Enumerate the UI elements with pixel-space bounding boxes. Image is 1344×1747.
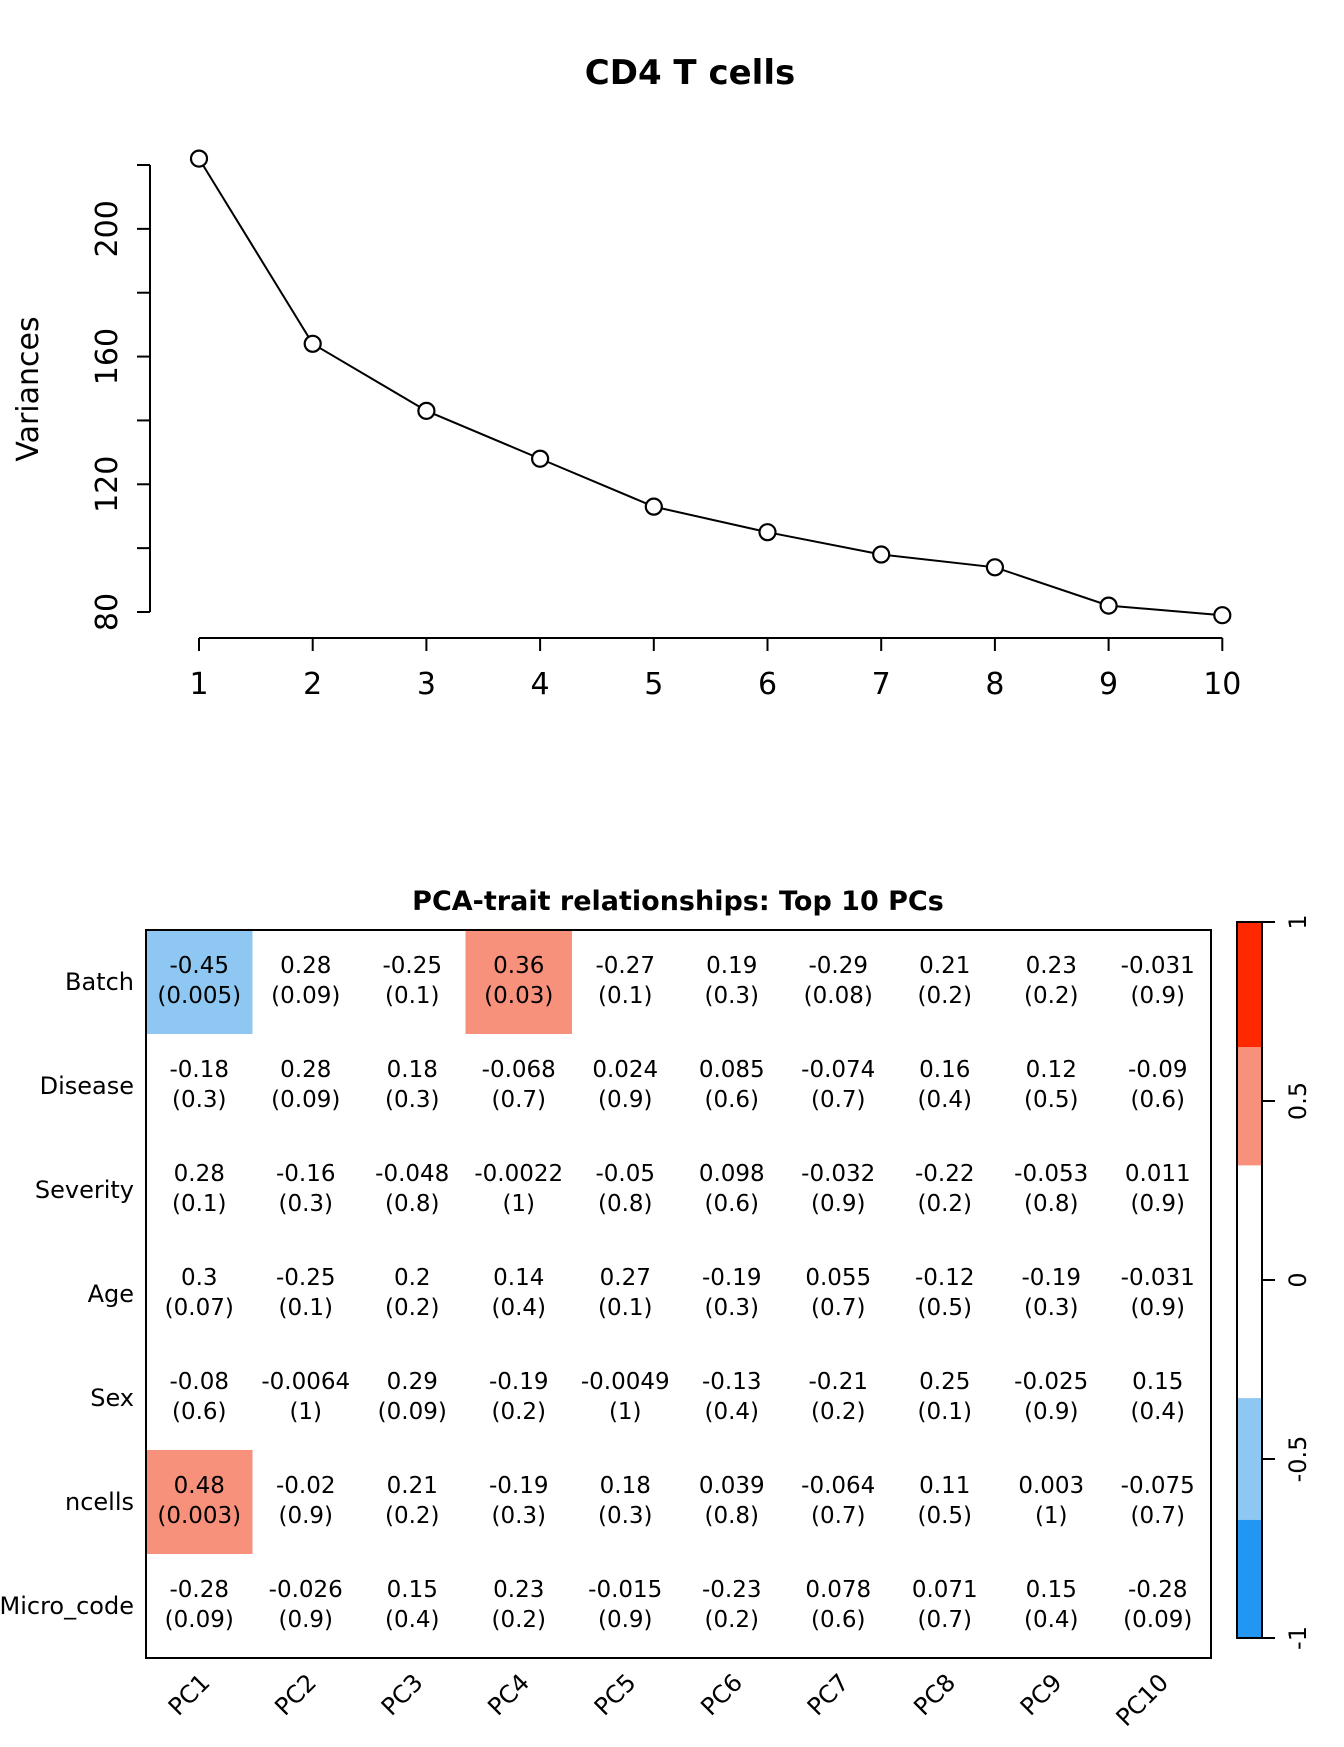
heatmap-cell-corr-batch-pc2: 0.28 [280, 953, 332, 979]
heatmap-cell-corr-sex-pc2: -0.0064 [261, 1369, 351, 1395]
scree-plot-area [90, 151, 1241, 702]
colorbar-tick-label: -1 [1284, 1626, 1312, 1650]
heatmap-cell-pvalue-disease-pc4: (0.7) [491, 1087, 547, 1113]
heatmap-cell-corr-age-pc10: -0.031 [1120, 1265, 1195, 1291]
heatmap-cell-corr-severity-pc6: 0.098 [698, 1161, 765, 1187]
scree-title: CD4 T cells [584, 53, 796, 93]
heatmap-cell-pvalue-micro_code-pc3: (0.4) [384, 1607, 440, 1633]
heatmap-cell-corr-batch-pc7: -0.29 [808, 953, 869, 979]
heatmap-cell-corr-sex-pc3: 0.29 [386, 1369, 438, 1395]
heatmap-cell-pvalue-age-pc9: (0.3) [1023, 1295, 1079, 1321]
heatmap-cell-pvalue-sex-pc6: (0.4) [704, 1399, 760, 1425]
heatmap-cell-pvalue-ncells-pc2: (0.9) [278, 1503, 334, 1529]
heatmap-cell-corr-disease-pc1: -0.18 [169, 1057, 230, 1083]
heatmap-cell-pvalue-micro_code-pc10: (0.09) [1123, 1607, 1193, 1633]
heatmap-cell-pvalue-severity-pc5: (0.8) [597, 1191, 653, 1217]
scree-x-tick-label-pc10: 10 [1203, 667, 1242, 702]
colorbar-segment [1237, 922, 1262, 1047]
heatmap-cell-pvalue-batch-pc3: (0.1) [384, 983, 440, 1009]
heatmap-cell-corr-age-pc4: 0.14 [493, 1265, 545, 1291]
heatmap-cell-pvalue-age-pc2: (0.1) [278, 1295, 334, 1321]
row-label-severity: Severity [34, 1176, 134, 1204]
heatmap-cell-corr-age-pc9: -0.19 [1021, 1265, 1082, 1291]
heatmap-cell-corr-ncells-pc4: -0.19 [488, 1473, 549, 1499]
heatmap-cell-pvalue-disease-pc8: (0.4) [917, 1087, 973, 1113]
heatmap-cell-pvalue-sex-pc9: (0.9) [1023, 1399, 1079, 1425]
heatmap-cell-pvalue-ncells-pc3: (0.2) [384, 1503, 440, 1529]
heatmap-cell-pvalue-age-pc1: (0.07) [164, 1295, 234, 1321]
col-label-pc8: PC8 [908, 1668, 961, 1722]
heatmap-cell-corr-micro_code-pc3: 0.15 [386, 1577, 438, 1603]
col-label-pc1: PC1 [162, 1668, 216, 1722]
heatmap-cell-pvalue-ncells-pc7: (0.7) [810, 1503, 866, 1529]
heatmap-cell-corr-batch-pc3: -0.25 [382, 953, 443, 979]
scree-x-tick-label-pc3: 3 [416, 667, 436, 702]
heatmap-cell-pvalue-micro_code-pc4: (0.2) [491, 1607, 547, 1633]
scree-x-tick-label-pc6: 6 [757, 667, 778, 702]
row-label-ncells: ncells [64, 1488, 134, 1516]
col-label-pc4: PC4 [482, 1668, 535, 1722]
heatmap-cell-corr-severity-pc10: 0.011 [1124, 1161, 1191, 1187]
col-label-pc6: PC6 [695, 1668, 748, 1722]
heatmap-cell-bg-batch-pc1 [146, 930, 253, 1034]
col-label-pc10: PC10 [1110, 1668, 1174, 1732]
heatmap-cell-pvalue-batch-pc4: (0.03) [484, 983, 554, 1009]
heatmap-cell-corr-sex-pc7: -0.21 [808, 1369, 869, 1395]
scree-point-pc10 [1214, 607, 1230, 623]
colorbar-tick-label: 0 [1284, 1272, 1312, 1288]
heatmap-cell-pvalue-batch-pc9: (0.2) [1023, 983, 1079, 1009]
heatmap-cell-corr-micro_code-pc10: -0.28 [1127, 1577, 1188, 1603]
colorbar-segment [1237, 1165, 1262, 1398]
heatmap-cell-pvalue-sex-pc10: (0.4) [1130, 1399, 1186, 1425]
heatmap-cell-pvalue-batch-pc6: (0.3) [704, 983, 760, 1009]
heatmap-cell-pvalue-micro_code-pc7: (0.6) [810, 1607, 866, 1633]
heatmap-cell-corr-disease-pc6: 0.085 [698, 1057, 765, 1083]
heatmap-cell-corr-disease-pc10: -0.09 [1127, 1057, 1188, 1083]
heatmap-cell-corr-sex-pc4: -0.19 [488, 1369, 549, 1395]
colorbar-segment [1237, 1520, 1262, 1638]
heatmap-cell-pvalue-micro_code-pc8: (0.7) [917, 1607, 973, 1633]
heatmap-cell-corr-ncells-pc7: -0.064 [801, 1473, 876, 1499]
heatmap-cell-corr-severity-pc9: -0.053 [1014, 1161, 1089, 1187]
heatmap-cell-pvalue-sex-pc2: (1) [289, 1399, 323, 1425]
heatmap-cell-corr-micro_code-pc9: 0.15 [1025, 1577, 1077, 1603]
heatmap-cell-corr-ncells-pc6: 0.039 [698, 1473, 765, 1499]
scree-line [199, 159, 1222, 616]
heatmap-cell-pvalue-age-pc5: (0.1) [597, 1295, 653, 1321]
heatmap-cell-pvalue-batch-pc10: (0.9) [1130, 983, 1186, 1009]
heatmap-cell-pvalue-severity-pc4: (1) [502, 1191, 536, 1217]
row-label-age: Age [87, 1280, 134, 1308]
heatmap-cell-pvalue-severity-pc2: (0.3) [278, 1191, 334, 1217]
heatmap-cell-pvalue-severity-pc9: (0.8) [1023, 1191, 1079, 1217]
heatmap-cell-pvalue-age-pc7: (0.7) [810, 1295, 866, 1321]
heatmap-cell-corr-micro_code-pc7: 0.078 [805, 1577, 872, 1603]
pca-trait-heatmap [0, 770, 1344, 1747]
row-label-batch: Batch [65, 968, 134, 996]
heatmap-cell-corr-ncells-pc2: -0.02 [275, 1473, 336, 1499]
scree-y-tick-label: 160 [90, 327, 125, 386]
heatmap-cell-corr-micro_code-pc6: -0.23 [701, 1577, 762, 1603]
heatmap-cell-pvalue-disease-pc6: (0.6) [704, 1087, 760, 1113]
heatmap-area [0, 930, 1211, 1732]
heatmap-cell-corr-sex-pc10: 0.15 [1132, 1369, 1184, 1395]
heatmap-cell-corr-disease-pc5: 0.024 [592, 1057, 659, 1083]
scree-point-pc6 [760, 524, 776, 540]
colorbar-tick-label: 1 [1284, 914, 1312, 930]
heatmap-cell-corr-ncells-pc9: 0.003 [1018, 1473, 1085, 1499]
scree-point-pc4 [532, 451, 548, 467]
heatmap-cell-corr-age-pc1: 0.3 [180, 1265, 218, 1291]
scree-y-tick-label: 200 [90, 200, 125, 258]
heatmap-cell-pvalue-disease-pc10: (0.6) [1130, 1087, 1186, 1113]
heatmap-cell-pvalue-ncells-pc5: (0.3) [597, 1503, 653, 1529]
scree-x-tick-label-pc8: 8 [985, 667, 1005, 702]
heatmap-cell-pvalue-severity-pc3: (0.8) [384, 1191, 440, 1217]
heatmap-cell-pvalue-severity-pc6: (0.6) [704, 1191, 760, 1217]
scree-x-tick-label-pc2: 2 [303, 667, 323, 702]
heatmap-cell-corr-severity-pc4: -0.0022 [474, 1161, 564, 1187]
scree-x-tick-label-pc1: 1 [189, 667, 209, 702]
heatmap-cell-corr-micro_code-pc8: 0.071 [911, 1577, 978, 1603]
heatmap-cell-corr-batch-pc9: 0.23 [1025, 953, 1077, 979]
heatmap-cell-pvalue-severity-pc1: (0.1) [171, 1191, 227, 1217]
scree-point-pc9 [1101, 598, 1117, 614]
heatmap-cell-corr-batch-pc8: 0.21 [919, 953, 971, 979]
scree-x-tick-label-pc9: 9 [1099, 667, 1119, 702]
scree-y-axis-label: Variances [11, 316, 46, 462]
scree-point-pc1 [191, 151, 207, 167]
scree-y-tick-label: 80 [90, 592, 125, 632]
heatmap-cell-bg-ncells-pc1 [146, 1450, 253, 1554]
heatmap-cell-pvalue-sex-pc1: (0.6) [171, 1399, 227, 1425]
heatmap-cell-pvalue-disease-pc2: (0.09) [271, 1087, 341, 1113]
heatmap-cell-pvalue-severity-pc8: (0.2) [917, 1191, 973, 1217]
scree-point-pc5 [646, 499, 662, 515]
heatmap-cell-pvalue-severity-pc7: (0.9) [810, 1191, 866, 1217]
heatmap-cell-pvalue-ncells-pc10: (0.7) [1130, 1503, 1186, 1529]
heatmap-cell-pvalue-batch-pc5: (0.1) [597, 983, 653, 1009]
scree-point-pc3 [418, 403, 434, 419]
heatmap-cell-pvalue-ncells-pc9: (1) [1034, 1503, 1068, 1529]
heatmap-cell-corr-sex-pc9: -0.025 [1014, 1369, 1089, 1395]
heatmap-cell-corr-sex-pc5: -0.0049 [580, 1369, 670, 1395]
heatmap-cell-pvalue-micro_code-pc1: (0.09) [164, 1607, 234, 1633]
heatmap-cell-pvalue-sex-pc8: (0.1) [917, 1399, 973, 1425]
col-label-pc9: PC9 [1014, 1668, 1068, 1722]
heatmap-cell-corr-ncells-pc1: 0.48 [173, 1473, 225, 1499]
heatmap-cell-pvalue-disease-pc9: (0.5) [1023, 1087, 1079, 1113]
heatmap-cell-pvalue-batch-pc7: (0.08) [803, 983, 873, 1009]
heatmap-cell-pvalue-disease-pc5: (0.9) [597, 1087, 653, 1113]
heatmap-cell-pvalue-age-pc8: (0.5) [917, 1295, 973, 1321]
col-label-pc5: PC5 [588, 1668, 642, 1722]
heatmap-cell-pvalue-severity-pc10: (0.9) [1130, 1191, 1186, 1217]
scree-x-tick-label-pc4: 4 [530, 667, 550, 702]
scree-x-tick-label-pc5: 5 [644, 667, 664, 702]
row-label-sex: Sex [90, 1384, 134, 1412]
heatmap-cell-corr-disease-pc3: 0.18 [386, 1057, 438, 1083]
heatmap-cell-pvalue-ncells-pc8: (0.5) [917, 1503, 973, 1529]
heatmap-cell-corr-micro_code-pc1: -0.28 [169, 1577, 230, 1603]
scree-y-tick-label: 120 [90, 455, 125, 513]
heatmap-cell-pvalue-micro_code-pc5: (0.9) [597, 1607, 653, 1633]
heatmap-cell-corr-batch-pc1: -0.45 [169, 953, 230, 979]
heatmap-cell-pvalue-ncells-pc1: (0.003) [157, 1503, 242, 1529]
heatmap-cell-corr-age-pc6: -0.19 [701, 1265, 762, 1291]
col-label-pc3: PC3 [375, 1668, 429, 1722]
heatmap-cell-pvalue-age-pc4: (0.4) [491, 1295, 547, 1321]
heatmap-border [146, 930, 1211, 1658]
heatmap-cell-pvalue-ncells-pc6: (0.8) [704, 1503, 760, 1529]
heatmap-cell-corr-sex-pc8: 0.25 [919, 1369, 971, 1395]
scree-x-tick-label-pc7: 7 [871, 667, 891, 702]
heatmap-cell-corr-age-pc3: 0.2 [393, 1265, 431, 1291]
heatmap-cell-corr-micro_code-pc4: 0.23 [493, 1577, 545, 1603]
heatmap-cell-corr-batch-pc5: -0.27 [595, 953, 656, 979]
heatmap-cell-pvalue-batch-pc1: (0.005) [157, 983, 242, 1009]
heatmap-cell-pvalue-disease-pc7: (0.7) [810, 1087, 866, 1113]
heatmap-cell-pvalue-age-pc10: (0.9) [1130, 1295, 1186, 1321]
heatmap-cell-pvalue-micro_code-pc6: (0.2) [704, 1607, 760, 1633]
heatmap-cell-corr-age-pc5: 0.27 [599, 1265, 651, 1291]
heatmap-cell-pvalue-sex-pc4: (0.2) [491, 1399, 547, 1425]
scree-point-pc2 [305, 336, 321, 352]
heatmap-cell-corr-disease-pc9: 0.12 [1025, 1057, 1077, 1083]
heatmap-cell-corr-severity-pc7: -0.032 [801, 1161, 876, 1187]
col-label-pc2: PC2 [269, 1668, 322, 1722]
colorbar-segment [1237, 1047, 1262, 1165]
heatmap-cell-pvalue-age-pc6: (0.3) [704, 1295, 760, 1321]
heatmap-cell-corr-age-pc7: 0.055 [805, 1265, 872, 1291]
heatmap-cell-pvalue-age-pc3: (0.2) [384, 1295, 440, 1321]
heatmap-cell-corr-age-pc2: -0.25 [275, 1265, 336, 1291]
scree-point-pc8 [987, 559, 1003, 575]
heatmap-cell-corr-micro_code-pc2: -0.026 [268, 1577, 343, 1603]
heatmap-cell-corr-batch-pc4: 0.36 [493, 953, 545, 979]
heatmap-cell-corr-batch-pc10: -0.031 [1120, 953, 1195, 979]
colorbar-tick-label: -0.5 [1284, 1435, 1312, 1483]
heatmap-cell-pvalue-disease-pc1: (0.3) [171, 1087, 227, 1113]
colorbar-segment [1237, 1398, 1262, 1520]
heatmap-cell-pvalue-sex-pc7: (0.2) [810, 1399, 866, 1425]
heatmap-cell-pvalue-disease-pc3: (0.3) [384, 1087, 440, 1113]
heatmap-cell-corr-batch-pc6: 0.19 [706, 953, 758, 979]
heatmap-cell-corr-severity-pc1: 0.28 [173, 1161, 225, 1187]
heatmap-cell-corr-severity-pc3: -0.048 [375, 1161, 450, 1187]
heatmap-cell-pvalue-sex-pc5: (1) [608, 1399, 642, 1425]
heatmap-cell-corr-ncells-pc5: 0.18 [599, 1473, 651, 1499]
heatmap-cell-corr-ncells-pc3: 0.21 [386, 1473, 438, 1499]
heatmap-cell-corr-severity-pc2: -0.16 [275, 1161, 336, 1187]
heatmap-cell-corr-disease-pc4: -0.068 [481, 1057, 556, 1083]
col-label-pc7: PC7 [801, 1668, 855, 1722]
heatmap-cell-corr-age-pc8: -0.12 [914, 1265, 975, 1291]
heatmap-cell-corr-micro_code-pc5: -0.015 [588, 1577, 663, 1603]
heatmap-cell-corr-sex-pc6: -0.13 [701, 1369, 762, 1395]
scree-point-pc7 [873, 547, 889, 563]
heatmap-cell-corr-ncells-pc8: 0.11 [919, 1473, 971, 1499]
heatmap-title: PCA-trait relationships: Top 10 PCs [412, 886, 944, 917]
heatmap-cell-pvalue-sex-pc3: (0.09) [377, 1399, 447, 1425]
heatmap-cell-corr-disease-pc2: 0.28 [280, 1057, 332, 1083]
heatmap-cell-pvalue-ncells-pc4: (0.3) [491, 1503, 547, 1529]
colorbar-tick-label: 0.5 [1284, 1081, 1312, 1121]
scree-plot [0, 0, 1344, 770]
row-label-disease: Disease [39, 1072, 134, 1100]
heatmap-cell-corr-severity-pc8: -0.22 [914, 1161, 975, 1187]
heatmap-cell-bg-batch-pc4 [466, 930, 573, 1034]
heatmap-cell-corr-sex-pc1: -0.08 [169, 1369, 230, 1395]
heatmap-cell-pvalue-batch-pc2: (0.09) [271, 983, 341, 1009]
heatmap-cell-corr-severity-pc5: -0.05 [595, 1161, 656, 1187]
heatmap-cell-corr-disease-pc8: 0.16 [919, 1057, 971, 1083]
heatmap-cell-corr-ncells-pc10: -0.075 [1120, 1473, 1195, 1499]
heatmap-cell-pvalue-micro_code-pc9: (0.4) [1023, 1607, 1079, 1633]
heatmap-cell-pvalue-micro_code-pc2: (0.9) [278, 1607, 334, 1633]
row-label-micro_code: Micro_code [0, 1592, 134, 1620]
heatmap-cell-corr-disease-pc7: -0.074 [801, 1057, 876, 1083]
colorbar [1237, 914, 1312, 1650]
heatmap-cell-pvalue-batch-pc8: (0.2) [917, 983, 973, 1009]
